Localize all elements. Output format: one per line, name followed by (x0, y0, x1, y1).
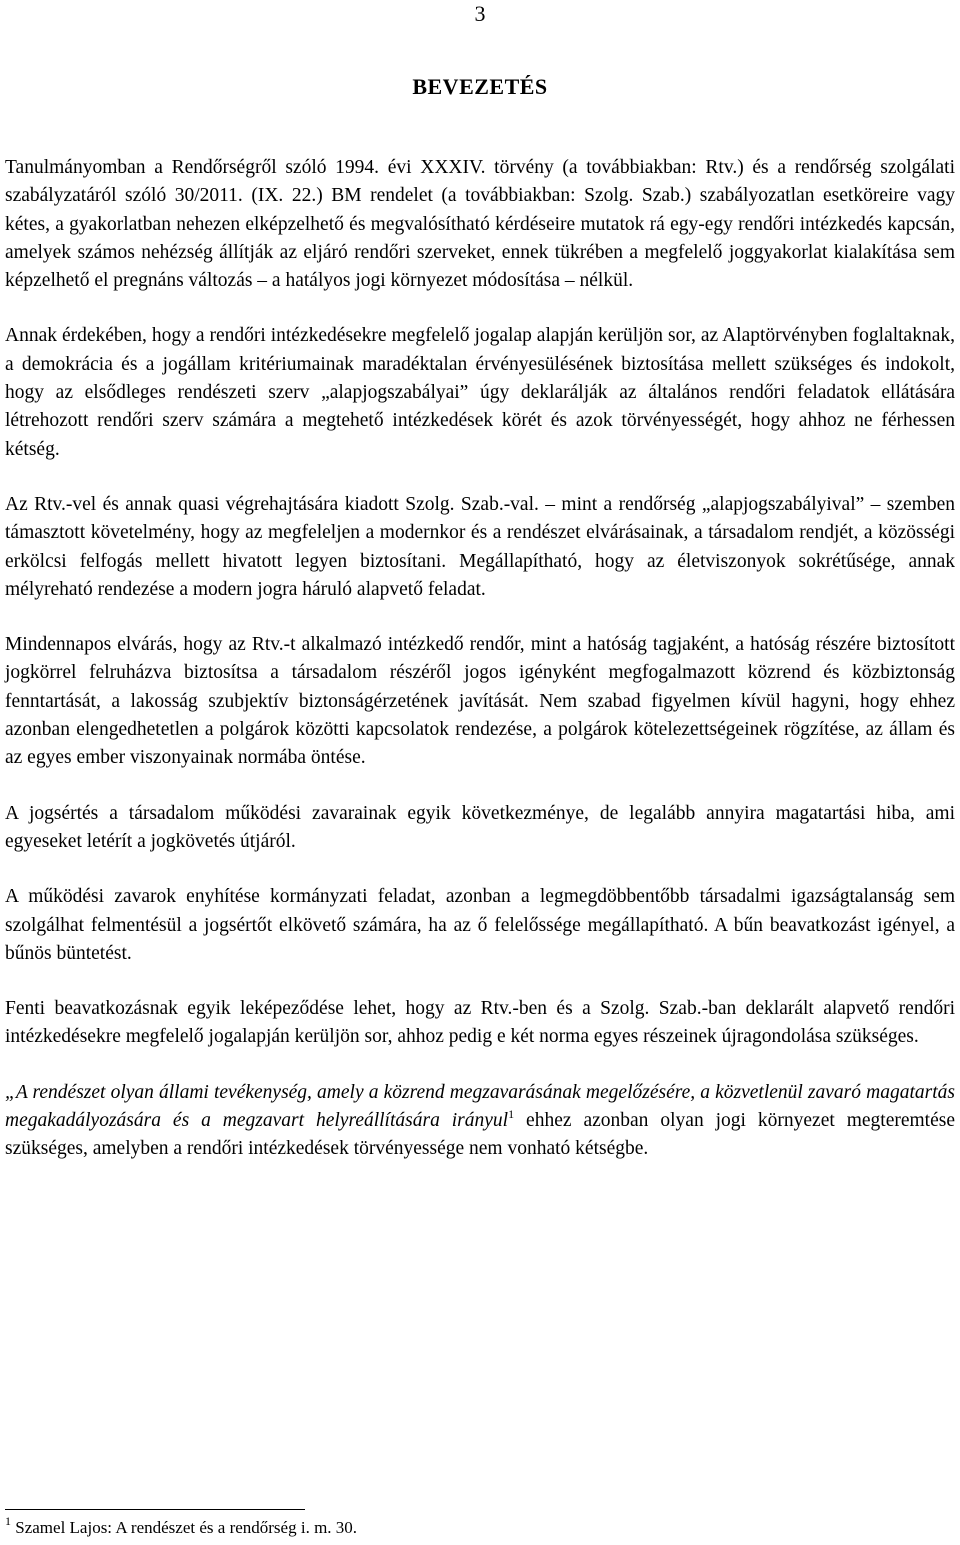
footnote-divider (5, 1509, 305, 1510)
paragraph-7: Fenti beavatkozásnak egyik leképeződése lehet, hogy az Rtv.-ben és a Szolg. Szab.-ban deklarált alapvető rendőri intézkedésekre megfelelő jogalapján kerüljön sor, ahhoz pedig e két norma egyes részeinek újragondolása szükséges. (5, 998, 955, 1048)
page-title: BEVEZETÉS (412, 74, 548, 99)
paragraph-1: Tanulmányomban a Rendőrségről szóló 1994. évi XXXIV. törvény (a továbbiakban: Rtv.) és a rendőrség szolgálati szabályzatáról szóló 30/2011. (IX. 22.) BM rendelet (a továbbiakban: Szolg. Szab.) szabályozatlan esetköreire vagy kétes, a gyakorlatban nehezen elképzelhető és megvalósítható kérdéseire mutatok rá egy-egy rendőri intézkedés kapcsán, amelyek számos nehézség állítják az eljáró rendőri szerveket, ennek tükrében a megfelelő joggyakorlat kialakítása sem képzelhető el pregnáns változás – a hatályos jogi környezet módosítása – nélkül. (5, 157, 955, 292)
paragraph-5: A jogsértés a társadalom működési zavarainak egyik következménye, de legalább annyira magatartási hiba, ami egyeseket letérít a jogkövetés útjáról. (5, 802, 955, 852)
paragraph-6: A működési zavarok enyhítése kormányzati feladat, azonban a legmegdöbbentőbb társadalmi igazságtalanság sem szolgálhat felmentésül a jogsértőt elkövető számára, ha az ő felelőssége megállapítható. A bűn beavatkozást igényel, a bűnös büntetést. (5, 886, 955, 964)
document-body (5, 154, 955, 1164)
paragraph-8-rest: ehhez azonban olyan jogi környezet megteremtése szükséges, amelyben a rendőri intézkedések törvényessége nem vonható kétségbe. (5, 1110, 956, 1160)
paragraph-4: Mindennapos elvárás, hogy az Rtv.-t alkalmazó intézkedő rendőr, mint a hatóság tagjaként, a hatóság részére biztosított jogkörrel felruházva biztosítsa a társadalom részéről jogos igényként megfogalmazott közrend és közbiztonság fenntartását, a lakosság szubjektív biztonságérzetének javítását. Nem szabad figyelmen kívül hagyni, hogy ehhez azonban elengedhetetlen a polgárok közötti kapcsolatok rendezése, a polgárok kötelezettségeinek rögzítése, az állam és az egyes ember viszonyainak normába öntése. (5, 634, 955, 769)
paragraph-8 (5, 1079, 955, 1164)
footnote-text: Szamel Lajos: A rendészet és a rendőrség i. m. 30. (11, 1518, 358, 1537)
footnote-number: 1 (5, 1514, 11, 1528)
paragraph-2: Annak érdekében, hogy a rendőri intézkedésekre megfelelő jogalap alapján kerüljön sor, az Alaptörvényben foglaltaknak, a demokrácia és a jogállam kritériumainak maradéktalan érvényesülésének biztosítása mellett szükséges és indokolt, hogy az elsődleges rendészeti szerv „alapjogszabályai” úgy deklarálják az általános rendőri feladatok ellátására létrehozott rendőri szerv számára a megtehető intézkedések körét és azok törvényességét, hogy ahhoz ne férhessen kétség. (5, 325, 955, 460)
quote-text: „A rendészet olyan állami tevékenység, amely a közrend megzavarásának megelőzésére, a közvetlenül zavaró magatartás megakadályozására és a megzavart helyreállítására irányul (5, 1081, 955, 1132)
page-number: 3 (474, 1, 486, 26)
footnote-reference[interactable]: 1 (508, 1107, 515, 1122)
footnote (5, 1514, 955, 1539)
paragraph-3: Az Rtv.-vel és annak quasi végrehajtására kiadott Szolg. Szab.-val. – mint a rendőrség „alapjogszabályival” – szemben támasztott követelmény, hogy az megfeleljen a modernkor és a rendészet elvárásainak, a társadalom rendjét, a közösségi erkölcsi felfogás mellett hivatott legyen biztosítani. Megállapítható, hogy az életviszonyok sokrétűsége, annak mélyreható rendezése a modern jogra háruló alapvető feladat. (5, 493, 955, 600)
